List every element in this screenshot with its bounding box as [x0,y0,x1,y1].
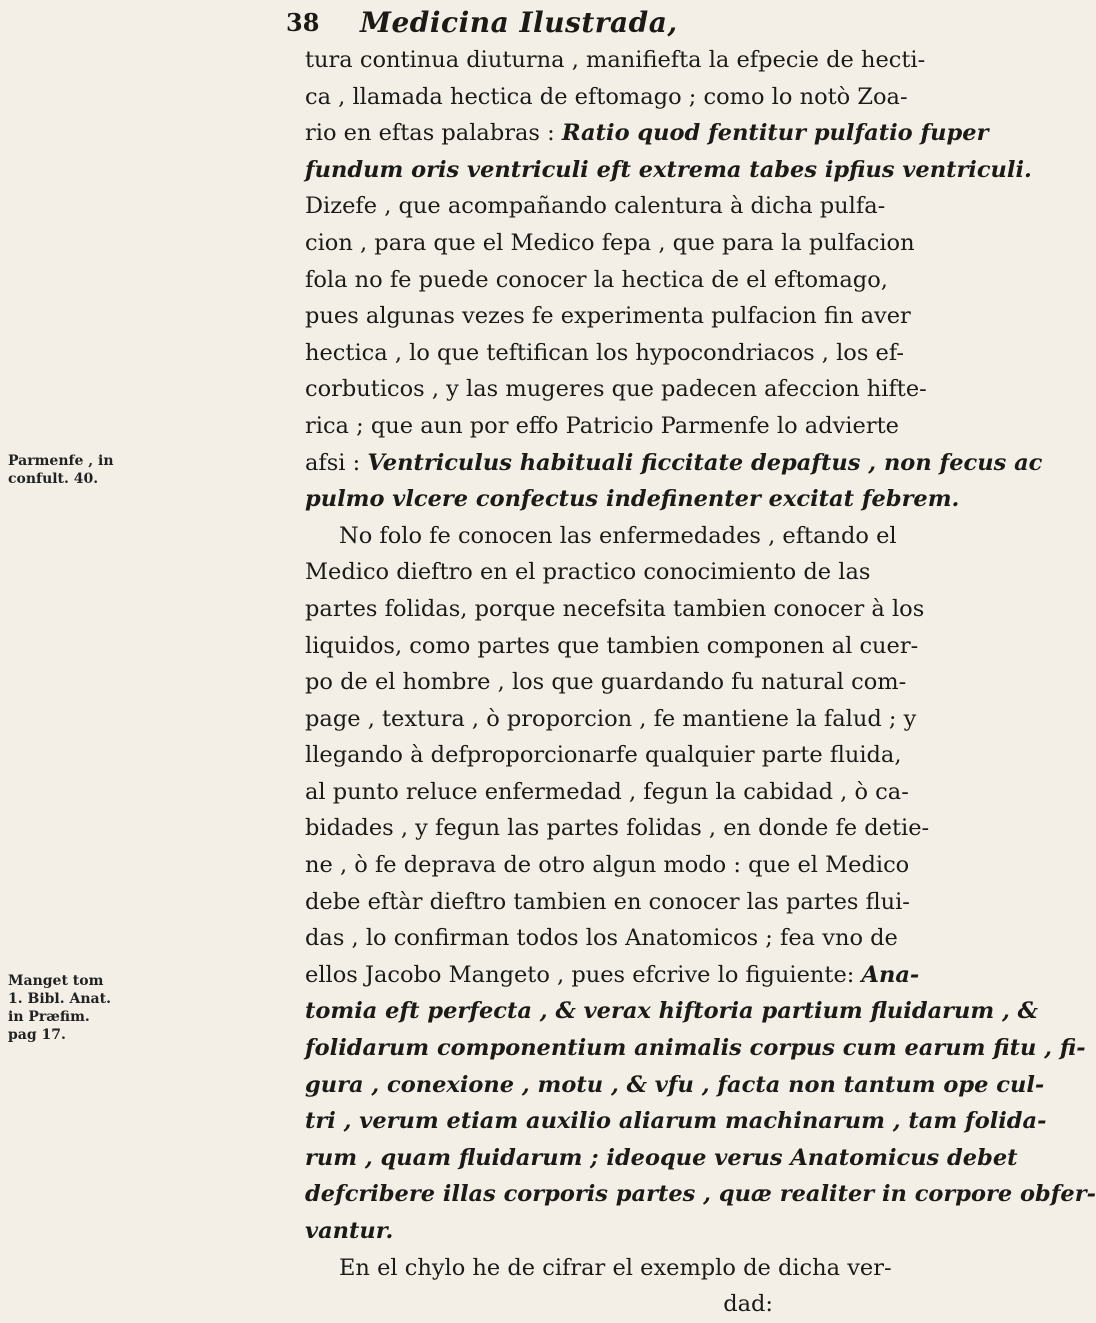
text-line: hectica , lo que teftifican los hypocondriacos , los ef- [305,339,904,366]
text-line: No folo fe conocen las enfermedades , eftando el [339,522,897,549]
margin-note-line: Manget tom [8,973,104,989]
latin-quotation: Ana- [861,961,920,988]
text-line: pulmo vlcere confectus indefinenter excitat febrem. [305,486,960,513]
text-line: partes folidas, porque necefsita tambien conocer à los [305,595,925,622]
text-line: pues algunas vezes fe experimenta pulfacion fin aver [305,303,911,330]
margin-note-line: in Præfim. [8,1009,90,1025]
text-line: bidades , y fegun las partes folidas , en donde fe detie- [305,815,930,842]
text-line: debe eftàr dieftro tambien en conocer las partes flui- [305,888,910,915]
text-line: po de el hombre , los que guardando fu natural com- [305,669,907,696]
text-line: fola no fe puede conocer la hectica de el eftomago, [305,266,888,293]
latin-quotation: Ventriculus habituali ficcitate depaftus , non fecus ac [367,449,1043,476]
text-line [305,957,920,994]
text-line: rica ; que aun por effo Patricio Parmenfe lo advierte [305,412,899,439]
page-number: 38 [286,8,320,37]
text-line: ne , ò fe deprava de otro algun modo : que el Medico [305,852,910,879]
latin-quotation: Ratio quod fentitur pulfatio fuper [561,120,989,147]
text-line: En el chylo he de cifrar el exemplo de dicha ver- [339,1254,892,1281]
margin-note-manget [8,972,120,1044]
margin-note-line: 1. Bibl. Anat. [8,991,111,1007]
text-line: Medico dieftro en el practico conocimiento de las [305,559,871,586]
margin-note-line: pag 17. [8,1027,66,1043]
text-line: das , lo confirman todos los Anatomicos ; fea vno de [305,925,898,952]
text-line: folidarum componentium animalis corpus cum earum fitu , fi- [305,1035,1086,1062]
body-text [305,42,1096,1323]
text-line: ca , llamada hectica de eftomago ; como lo notò Zoa- [305,83,908,110]
text-line [305,445,1043,482]
margin-note-line: Parmenfe , in [8,453,114,469]
text-line: tura continua diuturna , manifiefta la efpecie de hecti- [305,47,926,73]
margin-note-line: confult. 40. [8,471,99,487]
text-line: tri , verum etiam auxilio aliarum machinarum , tam folida- [305,1108,1047,1135]
text-line: gura , conexione , motu , & vfu , facta non tantum ope cul- [305,1071,1045,1098]
text-line: liquidos, como partes que tambien componen al cuer- [305,632,919,659]
text-line: defcribere illas corporis partes , quæ realiter in corpore obfer- [305,1181,1096,1208]
text-line: llegando à defproporcionarfe qualquier parte fluida, [305,742,902,769]
text-line: rum , quam fluidarum ; ideoque verus Anatomicus debet [305,1144,1018,1171]
text-line: fundum oris ventriculi eft extrema tabes ipfius ventriculi. [305,156,1032,183]
text-line: al punto reluce enfermedad , fegun la cabidad , ò ca- [305,778,909,805]
text-line [305,115,989,152]
text-line: dad: [723,1291,773,1318]
roman-text: afsi : [305,449,368,476]
text-line: Dizefe , que acompañando calentura à dicha pulfa- [305,193,886,220]
text-line: page , textura , ò proporcion , fe mantiene la falud ; y [305,705,917,732]
text-line: cion , para que el Medico fepa , que para la pulfacion [305,229,915,256]
page-header [0,2,800,46]
text-line: corbuticos , y las mugeres que padecen afeccion hifte- [305,376,927,403]
text-line: tomia eft perfecta , & verax hiftoria partium fluidarum , & [305,998,1038,1025]
text-line: vantur. [305,1218,394,1244]
margin-note-parmense [8,452,120,488]
roman-text: ellos Jacobo Mangeto , pues efcrive lo figuiente: [305,961,862,988]
running-title: Medicina Ilustrada, [360,6,678,39]
roman-text: rio en eftas palabras : [305,120,562,147]
